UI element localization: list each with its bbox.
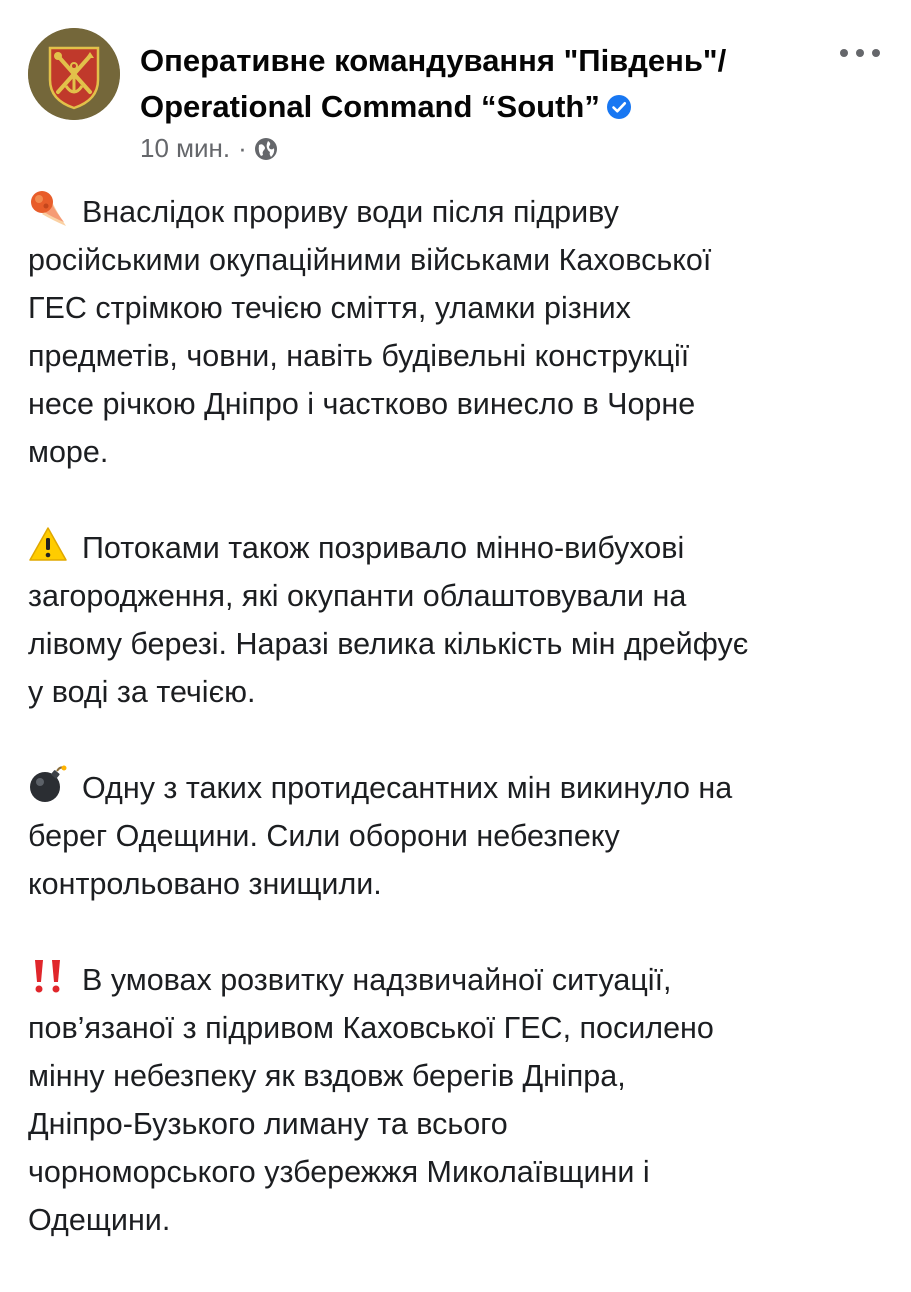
paragraph-line: загородження, які окупанти облаштовували на bbox=[28, 579, 687, 613]
paragraph-line-text: Потоками також позривало мінно-вибухові bbox=[82, 531, 685, 565]
post-timestamp[interactable]: 10 мин. bbox=[140, 133, 231, 163]
more-horizontal-icon bbox=[832, 38, 888, 68]
post-paragraph bbox=[28, 188, 888, 476]
comet-emoji bbox=[28, 188, 68, 228]
page-avatar[interactable] bbox=[28, 28, 120, 120]
paragraph-line: море. bbox=[28, 435, 109, 469]
meta-separator: · bbox=[238, 133, 247, 163]
post-text bbox=[28, 188, 888, 1292]
paragraph-line: берег Одещини. Сили оборони небезпеку bbox=[28, 819, 620, 853]
verified-badge-icon bbox=[606, 94, 632, 120]
paragraph-line: російськими окупаційними військами Каховської bbox=[28, 243, 712, 277]
author-name-line-2[interactable] bbox=[140, 84, 840, 130]
bomb-emoji bbox=[28, 764, 68, 804]
author-name[interactable] bbox=[140, 38, 840, 130]
post-paragraph bbox=[28, 956, 888, 1244]
paragraph-line bbox=[28, 524, 888, 572]
post-meta bbox=[140, 128, 279, 168]
paragraph-line: лівому березі. Наразі велика кількість мін дрейфує bbox=[28, 627, 749, 661]
post-paragraph bbox=[28, 764, 888, 908]
double-exclamation-emoji bbox=[28, 956, 68, 996]
paragraph-line-text: В умовах розвитку надзвичайної ситуації, bbox=[82, 963, 672, 997]
more-options-button[interactable] bbox=[832, 38, 888, 68]
paragraph-line: Дніпро-Бузького лиману та всього bbox=[28, 1107, 508, 1141]
warning-emoji bbox=[28, 524, 68, 564]
post-header bbox=[28, 24, 888, 174]
paragraph-line bbox=[28, 764, 888, 812]
paragraph-line-text: Одну з таких протидесантних мін викинуло на bbox=[82, 771, 733, 805]
paragraph-line: у воді за течією. bbox=[28, 675, 256, 709]
command-emblem-icon bbox=[28, 28, 120, 120]
globe-icon[interactable] bbox=[253, 136, 279, 162]
author-name-line-2-text[interactable]: Operational Command “South” bbox=[140, 89, 600, 124]
paragraph-line: ГЕС стрімкою течією сміття, уламки різних bbox=[28, 291, 631, 325]
paragraph-line: предметів, човни, навіть будівельні конструкції bbox=[28, 339, 690, 373]
paragraph-line bbox=[28, 188, 888, 236]
author-name-line-1[interactable]: Оперативне командування "Південь"/ bbox=[140, 43, 727, 78]
paragraph-line: Одещини. bbox=[28, 1203, 171, 1237]
paragraph-line: пов’язаної з підривом Каховської ГЕС, посилено bbox=[28, 1011, 714, 1045]
paragraph-line bbox=[28, 956, 888, 1004]
paragraph-line: мінну небезпеку як вздовж берегів Дніпра, bbox=[28, 1059, 626, 1093]
paragraph-line-text: Внаслідок прориву води після підриву bbox=[82, 195, 619, 229]
paragraph-line: чорноморського узбережжя Миколаївщини і bbox=[28, 1155, 650, 1189]
post-paragraph bbox=[28, 524, 888, 716]
paragraph-line: несе річкою Дніпро і частково винесло в Чорне bbox=[28, 387, 696, 421]
paragraph-line: контрольовано знищили. bbox=[28, 867, 382, 901]
